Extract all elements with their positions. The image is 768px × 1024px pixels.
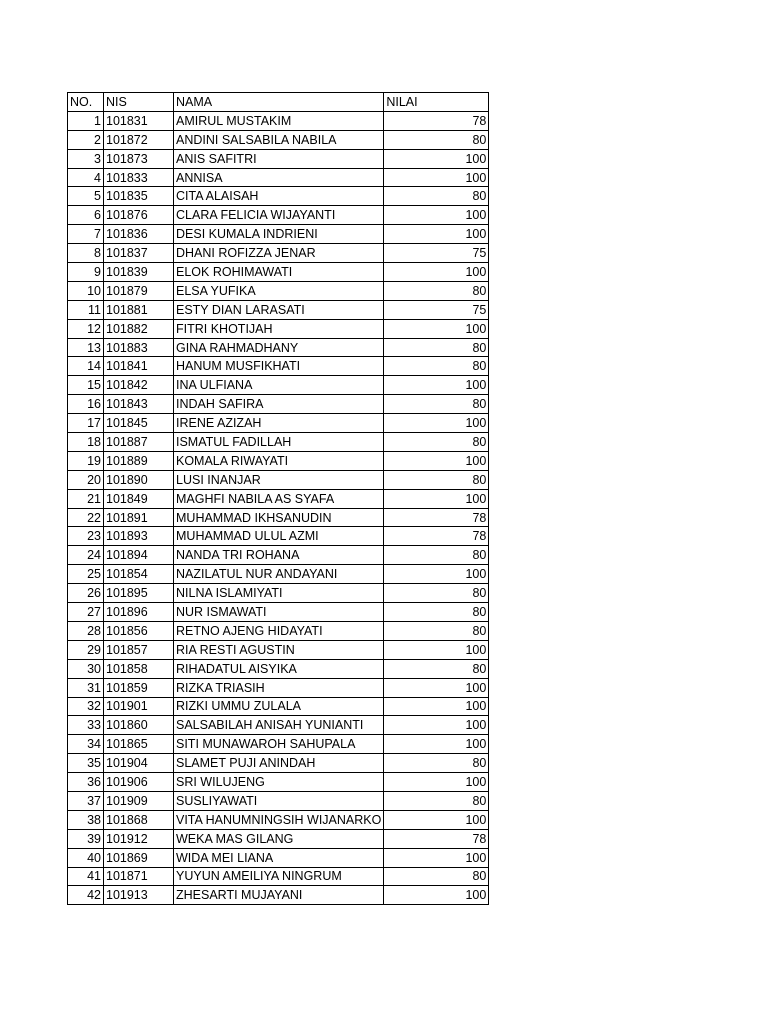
cell-no: 42	[68, 886, 104, 905]
cell-nama: AMIRUL MUSTAKIM	[174, 111, 384, 130]
cell-nis: 101893	[104, 527, 174, 546]
cell-no: 15	[68, 376, 104, 395]
header-nis: NIS	[104, 93, 174, 112]
cell-no: 2	[68, 130, 104, 149]
table-body	[68, 111, 489, 904]
table-row	[68, 187, 489, 206]
table-row	[68, 206, 489, 225]
cell-no: 11	[68, 300, 104, 319]
cell-nilai: 100	[384, 716, 489, 735]
cell-no: 14	[68, 357, 104, 376]
cell-no: 19	[68, 451, 104, 470]
cell-no: 27	[68, 603, 104, 622]
cell-nis: 101906	[104, 773, 174, 792]
cell-nis: 101904	[104, 754, 174, 773]
cell-nilai: 80	[384, 470, 489, 489]
cell-nis: 101887	[104, 433, 174, 452]
table-row	[68, 300, 489, 319]
cell-nama: SALSABILAH ANISAH YUNIANTI	[174, 716, 384, 735]
cell-nilai: 100	[384, 206, 489, 225]
cell-no: 20	[68, 470, 104, 489]
cell-nilai: 100	[384, 149, 489, 168]
table-row	[68, 546, 489, 565]
cell-no: 28	[68, 621, 104, 640]
cell-nis: 101835	[104, 187, 174, 206]
cell-nilai: 80	[384, 433, 489, 452]
table-row	[68, 848, 489, 867]
cell-nilai: 80	[384, 867, 489, 886]
cell-nama: FITRI KHOTIJAH	[174, 319, 384, 338]
cell-nilai: 80	[384, 357, 489, 376]
cell-no: 7	[68, 225, 104, 244]
cell-nilai: 100	[384, 376, 489, 395]
cell-nis: 101865	[104, 735, 174, 754]
cell-nama: SITI MUNAWAROH SAHUPALA	[174, 735, 384, 754]
table-row	[68, 867, 489, 886]
cell-nis: 101833	[104, 168, 174, 187]
cell-nis: 101868	[104, 810, 174, 829]
cell-no: 40	[68, 848, 104, 867]
cell-nilai: 100	[384, 697, 489, 716]
cell-nis: 101836	[104, 225, 174, 244]
student-grades-table	[67, 92, 489, 905]
cell-nama: SUSLIYAWATI	[174, 791, 384, 810]
cell-no: 6	[68, 206, 104, 225]
cell-no: 8	[68, 244, 104, 263]
table-row	[68, 263, 489, 282]
cell-nilai: 80	[384, 130, 489, 149]
table-row	[68, 130, 489, 149]
table-row	[68, 603, 489, 622]
table-row	[68, 773, 489, 792]
cell-nilai: 78	[384, 527, 489, 546]
cell-nilai: 78	[384, 508, 489, 527]
cell-no: 31	[68, 678, 104, 697]
cell-nama: WEKA MAS GILANG	[174, 829, 384, 848]
cell-nilai: 78	[384, 111, 489, 130]
cell-nis: 101842	[104, 376, 174, 395]
cell-nama: VITA HANUMNINGSIH WIJANARKO	[174, 810, 384, 829]
cell-nis: 101876	[104, 206, 174, 225]
cell-no: 1	[68, 111, 104, 130]
cell-no: 29	[68, 640, 104, 659]
cell-nilai: 100	[384, 810, 489, 829]
table-row	[68, 470, 489, 489]
cell-nilai: 100	[384, 168, 489, 187]
cell-no: 21	[68, 489, 104, 508]
cell-nama: GINA RAHMADHANY	[174, 338, 384, 357]
cell-nilai: 100	[384, 451, 489, 470]
cell-nis: 101882	[104, 319, 174, 338]
cell-no: 9	[68, 263, 104, 282]
cell-nama: ESTY DIAN LARASATI	[174, 300, 384, 319]
cell-nis: 101913	[104, 886, 174, 905]
cell-nis: 101854	[104, 565, 174, 584]
cell-nama: MAGHFI NABILA AS SYAFA	[174, 489, 384, 508]
cell-nama: RIA RESTI AGUSTIN	[174, 640, 384, 659]
cell-no: 3	[68, 149, 104, 168]
cell-nama: ISMATUL FADILLAH	[174, 433, 384, 452]
cell-nis: 101858	[104, 659, 174, 678]
cell-nis: 101871	[104, 867, 174, 886]
cell-nis: 101831	[104, 111, 174, 130]
cell-nis: 101837	[104, 244, 174, 263]
cell-no: 18	[68, 433, 104, 452]
table-row	[68, 754, 489, 773]
cell-nama: ANNISA	[174, 168, 384, 187]
cell-no: 16	[68, 395, 104, 414]
cell-nis: 101901	[104, 697, 174, 716]
cell-nis: 101896	[104, 603, 174, 622]
table-row	[68, 451, 489, 470]
header-nilai: NILAI	[384, 93, 489, 112]
cell-nilai: 80	[384, 584, 489, 603]
cell-nama: SRI WILUJENG	[174, 773, 384, 792]
cell-nilai: 100	[384, 735, 489, 754]
cell-nilai: 75	[384, 300, 489, 319]
cell-nama: DESI KUMALA INDRIENI	[174, 225, 384, 244]
cell-nama: YUYUN AMEILIYA NINGRUM	[174, 867, 384, 886]
cell-nama: ZHESARTI MUJAYANI	[174, 886, 384, 905]
cell-nis: 101891	[104, 508, 174, 527]
cell-nama: ANDINI SALSABILA NABILA	[174, 130, 384, 149]
cell-nilai: 100	[384, 640, 489, 659]
cell-nis: 101894	[104, 546, 174, 565]
cell-nama: RETNO AJENG HIDAYATI	[174, 621, 384, 640]
cell-nis: 101849	[104, 489, 174, 508]
table-row	[68, 111, 489, 130]
cell-nilai: 80	[384, 395, 489, 414]
cell-nis: 101895	[104, 584, 174, 603]
cell-nama: DHANI ROFIZZA JENAR	[174, 244, 384, 263]
cell-no: 4	[68, 168, 104, 187]
cell-nis: 101872	[104, 130, 174, 149]
cell-nilai: 100	[384, 678, 489, 697]
cell-no: 5	[68, 187, 104, 206]
cell-nama: ELSA YUFIKA	[174, 281, 384, 300]
cell-nilai: 80	[384, 281, 489, 300]
cell-nama: SLAMET PUJI ANINDAH	[174, 754, 384, 773]
table-row	[68, 319, 489, 338]
cell-nilai: 100	[384, 886, 489, 905]
cell-nilai: 100	[384, 489, 489, 508]
cell-no: 30	[68, 659, 104, 678]
cell-nama: NAZILATUL NUR ANDAYANI	[174, 565, 384, 584]
cell-no: 37	[68, 791, 104, 810]
cell-no: 41	[68, 867, 104, 886]
table-header-row	[68, 93, 489, 112]
cell-no: 24	[68, 546, 104, 565]
table-row	[68, 527, 489, 546]
table-row	[68, 489, 489, 508]
table-row	[68, 244, 489, 263]
table-row	[68, 791, 489, 810]
cell-nama: MUHAMMAD IKHSANUDIN	[174, 508, 384, 527]
cell-no: 36	[68, 773, 104, 792]
cell-no: 39	[68, 829, 104, 848]
table-row	[68, 225, 489, 244]
cell-no: 32	[68, 697, 104, 716]
cell-nama: NUR ISMAWATI	[174, 603, 384, 622]
cell-no: 13	[68, 338, 104, 357]
cell-no: 26	[68, 584, 104, 603]
header-nama: NAMA	[174, 93, 384, 112]
cell-nama: INA ULFIANA	[174, 376, 384, 395]
cell-nama: ANIS SAFITRI	[174, 149, 384, 168]
table-row	[68, 640, 489, 659]
cell-nis: 101883	[104, 338, 174, 357]
cell-nis: 101859	[104, 678, 174, 697]
cell-nis: 101889	[104, 451, 174, 470]
cell-nama: NILNA ISLAMIYATI	[174, 584, 384, 603]
cell-no: 23	[68, 527, 104, 546]
cell-nama: INDAH SAFIRA	[174, 395, 384, 414]
cell-nama: CITA ALAISAH	[174, 187, 384, 206]
cell-nilai: 78	[384, 829, 489, 848]
header-no: NO.	[68, 93, 104, 112]
cell-nilai: 100	[384, 773, 489, 792]
table-row	[68, 735, 489, 754]
cell-nilai: 80	[384, 187, 489, 206]
cell-nilai: 100	[384, 848, 489, 867]
cell-nilai: 80	[384, 546, 489, 565]
cell-nilai: 80	[384, 621, 489, 640]
cell-nis: 101845	[104, 414, 174, 433]
cell-nama: WIDA MEI LIANA	[174, 848, 384, 867]
table-row	[68, 678, 489, 697]
cell-no: 35	[68, 754, 104, 773]
cell-nilai: 80	[384, 338, 489, 357]
cell-nilai: 100	[384, 414, 489, 433]
table-row	[68, 565, 489, 584]
table-row	[68, 716, 489, 735]
cell-no: 22	[68, 508, 104, 527]
table-row	[68, 829, 489, 848]
cell-nis: 101841	[104, 357, 174, 376]
cell-nama: MUHAMMAD ULUL AZMI	[174, 527, 384, 546]
cell-nilai: 80	[384, 754, 489, 773]
cell-no: 38	[68, 810, 104, 829]
cell-nis: 101912	[104, 829, 174, 848]
cell-nis: 101873	[104, 149, 174, 168]
cell-no: 10	[68, 281, 104, 300]
cell-nilai: 100	[384, 319, 489, 338]
cell-nis: 101843	[104, 395, 174, 414]
cell-nis: 101879	[104, 281, 174, 300]
table-row	[68, 149, 489, 168]
table-row	[68, 281, 489, 300]
cell-nilai: 75	[384, 244, 489, 263]
cell-nilai: 80	[384, 791, 489, 810]
cell-nama: RIZKI UMMU ZULALA	[174, 697, 384, 716]
cell-nama: HANUM MUSFIKHATI	[174, 357, 384, 376]
cell-nama: ELOK ROHIMAWATI	[174, 263, 384, 282]
cell-nama: RIZKA TRIASIH	[174, 678, 384, 697]
cell-nis: 101881	[104, 300, 174, 319]
cell-no: 17	[68, 414, 104, 433]
cell-nama: CLARA FELICIA WIJAYANTI	[174, 206, 384, 225]
cell-no: 12	[68, 319, 104, 338]
cell-nis: 101890	[104, 470, 174, 489]
cell-nilai: 100	[384, 225, 489, 244]
table-row	[68, 168, 489, 187]
table-row	[68, 414, 489, 433]
cell-nama: NANDA TRI ROHANA	[174, 546, 384, 565]
table-row	[68, 433, 489, 452]
cell-nis: 101909	[104, 791, 174, 810]
cell-nis: 101839	[104, 263, 174, 282]
table-row	[68, 697, 489, 716]
cell-nama: LUSI INANJAR	[174, 470, 384, 489]
cell-no: 25	[68, 565, 104, 584]
cell-nilai: 80	[384, 659, 489, 678]
table-row	[68, 357, 489, 376]
cell-nis: 101856	[104, 621, 174, 640]
cell-nis: 101869	[104, 848, 174, 867]
cell-nis: 101860	[104, 716, 174, 735]
table-row	[68, 376, 489, 395]
table-row	[68, 810, 489, 829]
cell-nis: 101857	[104, 640, 174, 659]
table-row	[68, 395, 489, 414]
table-row	[68, 659, 489, 678]
cell-nama: IRENE AZIZAH	[174, 414, 384, 433]
cell-nilai: 100	[384, 263, 489, 282]
cell-nilai: 100	[384, 565, 489, 584]
cell-nilai: 80	[384, 603, 489, 622]
table-row	[68, 338, 489, 357]
table-row	[68, 886, 489, 905]
table-row	[68, 584, 489, 603]
table-row	[68, 508, 489, 527]
cell-no: 33	[68, 716, 104, 735]
cell-nama: KOMALA RIWAYATI	[174, 451, 384, 470]
cell-no: 34	[68, 735, 104, 754]
cell-nama: RIHADATUL AISYIKA	[174, 659, 384, 678]
table-row	[68, 621, 489, 640]
